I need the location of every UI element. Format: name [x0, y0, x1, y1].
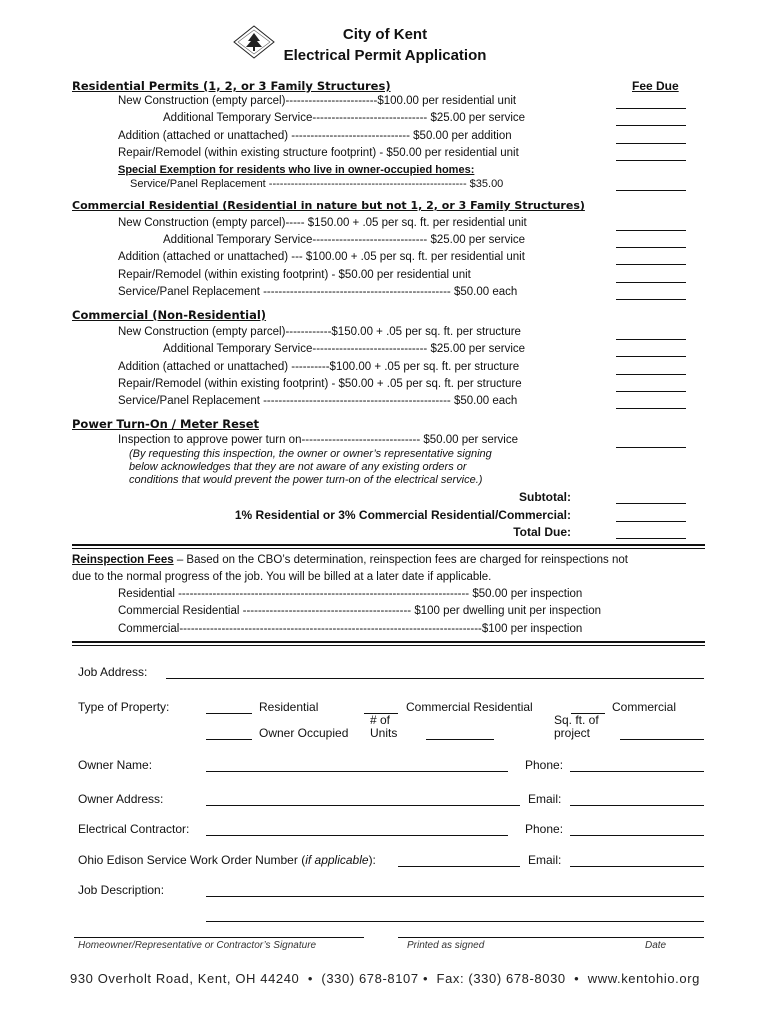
printed-name-line[interactable] [398, 937, 704, 938]
ohio-edison-label [78, 853, 376, 867]
com-row-5: Service/Panel Replacement ------------------------------------------------- $50.00 each [118, 395, 518, 407]
ohio-edison-text: Ohio Edison Service Work Order Number ( [78, 853, 306, 867]
cres-row-3: Addition (attached or unattached) --- $100.00 + .05 per sq. ft. per residential unit [118, 251, 525, 263]
com-fee-2[interactable] [616, 344, 686, 357]
bullet-icon: • [422, 971, 433, 986]
job-description-field-1[interactable] [206, 896, 704, 897]
city-name: City of Kent [342, 26, 428, 43]
divider-top-2 [72, 548, 705, 549]
com-fee-1[interactable] [616, 327, 686, 340]
res-row-4: Repair/Remodel (within existing structure footprint) - $50.00 per residential unit [118, 147, 519, 159]
reinspection-text-2: due to the normal progress of the job. You will be billed at a later date if applicable. [72, 571, 492, 583]
commercial-residential-heading: Commercial Residential (Residential in nature but not 1, 2, or 3 Family Structures) [72, 199, 585, 212]
sqft-field[interactable] [620, 739, 704, 740]
residential-heading: Residential Permits (1, 2, or 3 Family Structures) [72, 79, 391, 93]
type-of-property-label: Type of Property: [78, 700, 170, 714]
owner-email-label: Email: [528, 792, 562, 806]
ohio-edison-field[interactable] [398, 866, 520, 867]
footer-phone: (330) 678-8107 [321, 971, 419, 986]
com-row-4: Repair/Remodel (within existing footprint) - $50.00 + .05 per sq. ft. per structure [118, 378, 522, 390]
reinspection-commercial-residential: Commercial Residential -------------------------------------------- $100 per dwelling unit per inspection [118, 605, 601, 617]
divider-bottom [72, 641, 705, 643]
res-fee-5[interactable] [616, 178, 686, 191]
com-fee-5[interactable] [616, 396, 686, 409]
res-fee-4[interactable] [616, 148, 686, 161]
ohio-edison-close: ): [368, 853, 376, 867]
res-fee-1[interactable] [616, 96, 686, 109]
reinspection-residential: Residential ---------------------------------------------------------------------------- $50.00 per inspection [118, 588, 583, 600]
commercial-option: Commercial [612, 700, 677, 714]
cres-row-1: New Construction (empty parcel)----- $150.00 + .05 per sq. ft. per residential unit [118, 217, 527, 229]
com-row-2: Additional Temporary Service------------------------------ $25.00 per service [163, 343, 526, 355]
commercial-residential-option: Commercial Residential [406, 700, 533, 714]
subtotal-label: Subtotal: [519, 490, 571, 504]
com-row-3: Addition (attached or unattached) ----------$100.00 + .05 per sq. ft. per structure [118, 361, 520, 373]
com-row-1: New Construction (empty parcel)------------$150.00 + .05 per sq. ft. per structure [118, 326, 521, 338]
sqft-of-label: Sq. ft. of [554, 713, 599, 727]
units-field[interactable] [426, 739, 494, 740]
contractor-phone-field[interactable] [570, 835, 704, 836]
num-of-label: # of [370, 713, 391, 727]
total-due-field[interactable] [616, 526, 686, 539]
cres-row-5: Service/Panel Replacement ------------------------------------------------- $50.00 each [118, 286, 518, 298]
power-row: Inspection to approve power turn on------------------------------- $50.00 per service [118, 434, 519, 446]
if-applicable-text: if applicable [305, 853, 369, 867]
commercial-heading: Commercial (Non-Residential) [72, 308, 267, 322]
job-description-field-2[interactable] [206, 921, 704, 922]
owner-phone-label: Phone: [525, 758, 564, 772]
residential-option: Residential [259, 700, 319, 714]
res-service-panel: Service/Panel Replacement ------------------------------------------------------ $35.00 [130, 178, 504, 190]
owner-name-label: Owner Name: [78, 758, 153, 772]
units-label: Units [370, 726, 398, 740]
reinspection-commercial: Commercial-------------------------------------------------------------------------------$100 per inspection [118, 623, 583, 635]
contractor-phone-label: Phone: [525, 822, 564, 836]
footer-fax: Fax: (330) 678-8030 [436, 971, 566, 986]
special-exemption: Special Exemption for residents who live in owner-occupied homes: [118, 164, 475, 176]
electrical-contractor-field[interactable] [206, 835, 508, 836]
power-fee[interactable] [616, 435, 686, 448]
footer-website[interactable]: www.kentohio.org [587, 971, 700, 986]
res-row-2: Additional Temporary Service------------------------------ $25.00 per service [163, 112, 526, 124]
project-label: project [554, 726, 591, 740]
res-fee-2[interactable] [616, 113, 686, 126]
res-row-3: Addition (attached or unattached) ------------------------------- $50.00 per addition [118, 130, 512, 142]
reinspection-text: – Based on the CBO’s determination, reinspection fees are charged for reinspections not [173, 554, 628, 566]
contractor-email-label: Email: [528, 853, 562, 867]
divider-top [72, 544, 705, 546]
bullet-icon: • [303, 971, 318, 986]
owner-email-field[interactable] [570, 805, 704, 806]
power-note-3: conditions that would prevent the power turn-on of the electrical service.) [129, 474, 483, 486]
cres-fee-1[interactable] [616, 218, 686, 231]
res-fee-3[interactable] [616, 131, 686, 144]
form-title: Electrical Permit Application [283, 47, 487, 64]
cres-fee-2[interactable] [616, 235, 686, 248]
job-address-field[interactable] [166, 678, 704, 679]
owner-address-label: Owner Address: [78, 792, 164, 806]
com-fee-3[interactable] [616, 362, 686, 375]
footer [0, 971, 770, 986]
cres-fee-4[interactable] [616, 270, 686, 283]
power-note-2: below acknowledges that they are not aware of any existing orders or [129, 461, 467, 473]
signature-line[interactable] [74, 937, 364, 938]
owner-occupied-option: Owner Occupied [259, 726, 349, 740]
fee-due-label: Fee Due [632, 79, 679, 93]
footer-address: 930 Overholt Road, Kent, OH 44240 [70, 971, 300, 986]
reinspection-heading: Reinspection Fees [72, 554, 174, 566]
tax-label: 1% Residential or 3% Commercial Residential/Commercial: [234, 508, 571, 522]
tax-field[interactable] [616, 509, 686, 522]
signature-caption: Homeowner/Representative or Contractor’s Signature [78, 940, 317, 951]
owner-address-field[interactable] [206, 805, 520, 806]
power-note-1: (By requesting this inspection, the owner or owner’s representative signing [129, 448, 492, 460]
cres-fee-5[interactable] [616, 287, 686, 300]
bullet-icon: • [569, 971, 584, 986]
cres-row-2: Additional Temporary Service------------------------------ $25.00 per service [163, 234, 526, 246]
com-fee-4[interactable] [616, 379, 686, 392]
electrical-contractor-label: Electrical Contractor: [78, 822, 190, 836]
divider-bottom-2 [72, 645, 705, 646]
date-caption: Date [645, 940, 667, 951]
printed-caption: Printed as signed [407, 940, 485, 951]
owner-phone-field[interactable] [570, 771, 704, 772]
res-row-1: New Construction (empty parcel)------------------------$100.00 per residential unit [118, 95, 517, 107]
contractor-email-field[interactable] [570, 866, 704, 867]
cres-fee-3[interactable] [616, 252, 686, 265]
residential-check[interactable] [206, 713, 252, 714]
total-due-label: Total Due: [513, 525, 571, 539]
cres-row-4: Repair/Remodel (within existing footprint) - $50.00 per residential unit [118, 269, 471, 281]
reinspection-text-1 [72, 554, 628, 566]
job-description-label: Job Description: [78, 883, 165, 897]
owner-occupied-check[interactable] [206, 739, 252, 740]
power-heading: Power Turn-On / Meter Reset [72, 417, 260, 431]
owner-name-field[interactable] [206, 771, 508, 772]
job-address-label: Job Address: [78, 665, 148, 679]
subtotal-field[interactable] [616, 491, 686, 504]
